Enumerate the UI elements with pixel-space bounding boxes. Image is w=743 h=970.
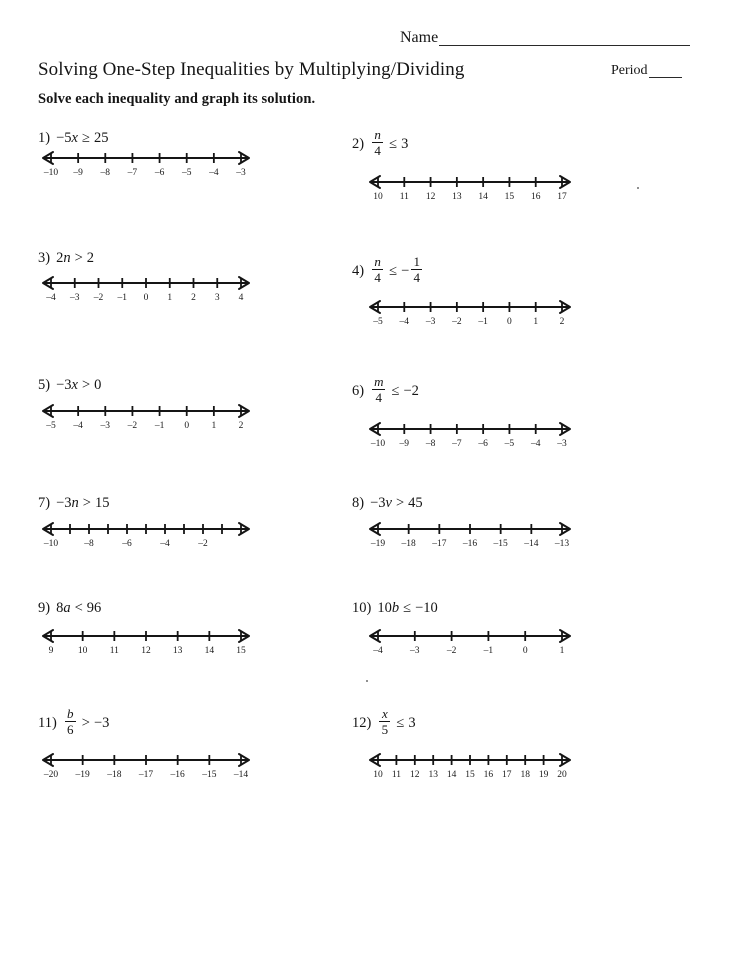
tick-label: –14: [233, 770, 249, 780]
problem-number: 6): [352, 382, 365, 399]
tick-label: –16: [462, 539, 478, 549]
problem-number: 11): [38, 714, 57, 731]
number: −3: [93, 714, 110, 731]
tick-label: –18: [401, 539, 416, 549]
number-line[interactable]: [40, 626, 252, 659]
number-line[interactable]: [40, 519, 252, 552]
tick-label: 13: [172, 646, 183, 656]
tick-label: 1: [533, 317, 539, 327]
fraction-numerator: n: [374, 127, 381, 142]
tick-label: 13: [428, 770, 438, 780]
tick-label: 1: [167, 293, 173, 303]
number-line-axis: [367, 419, 573, 439]
tick-label: –19: [370, 539, 386, 549]
fraction: [379, 707, 390, 736]
number: −3: [56, 377, 72, 393]
relation-operator: >: [81, 377, 91, 393]
tick-label: –8: [425, 439, 436, 449]
tick-label: 19: [538, 770, 549, 780]
tick-label: –2: [127, 421, 138, 431]
tick-label: –10: [370, 439, 386, 449]
tick-label: –14: [524, 539, 539, 549]
number-line[interactable]: [40, 401, 252, 434]
problem-number: 1): [38, 130, 51, 146]
problem-statement: [38, 599, 101, 617]
number-line-labels: [40, 421, 252, 434]
problem-item: [352, 494, 423, 512]
number-line-axis: [40, 626, 252, 646]
fraction: [372, 128, 383, 157]
number-line-axis: [40, 273, 252, 293]
tick-label: –6: [122, 539, 132, 549]
tick-label: 0: [507, 317, 512, 327]
number-line[interactable]: [40, 148, 252, 181]
variable: a: [63, 600, 71, 616]
number: 2: [86, 250, 95, 266]
tick-label: –6: [154, 168, 165, 178]
tick-label: –9: [73, 168, 83, 178]
fraction-numerator: 1: [413, 254, 420, 269]
inequality-expression: [377, 708, 415, 737]
problem-item: [38, 249, 94, 267]
problem-item: [38, 376, 101, 394]
inequality-expression: [377, 599, 437, 617]
number: 45: [408, 495, 423, 511]
tick-label: –20: [43, 770, 59, 780]
fraction-denominator: 4: [413, 270, 420, 285]
tick-label: –17: [432, 539, 447, 549]
problem-item: [352, 256, 424, 285]
tick-label: –10: [43, 168, 59, 178]
period-label: Period: [611, 63, 648, 78]
problem-number: 9): [38, 600, 51, 616]
relation-operator: >: [395, 495, 405, 511]
number-line[interactable]: [367, 419, 573, 452]
period-field-row: [611, 64, 682, 78]
inequality-expression: [56, 129, 108, 147]
tick-label: –5: [46, 421, 56, 431]
problem-statement: [352, 129, 408, 158]
problem-number: 10): [352, 600, 372, 616]
variable: n: [71, 495, 79, 511]
tick-label: –4: [373, 646, 383, 656]
tick-label: –5: [504, 439, 515, 449]
problem-number: 8): [352, 495, 365, 511]
problem-statement: [352, 708, 416, 737]
number: 25: [93, 130, 109, 146]
problem-item: [38, 494, 109, 512]
tick-label: –17: [138, 770, 154, 780]
tick-label: –7: [127, 168, 138, 178]
problem-number: 4): [352, 262, 365, 279]
scan-speck-right: [637, 187, 639, 189]
number: −: [401, 262, 410, 279]
problem-statement: [38, 708, 109, 737]
number: 96: [86, 600, 102, 616]
tick-label: –3: [425, 317, 436, 327]
tick-label: 4: [238, 293, 244, 303]
tick-label: 11: [109, 646, 119, 656]
tick-label: 0: [143, 293, 149, 303]
number-line-axis: [367, 519, 573, 539]
tick-label: 10: [373, 770, 383, 780]
inequality-expression: [56, 599, 101, 617]
fraction-numerator: b: [67, 706, 74, 721]
tick-label: 15: [236, 646, 246, 656]
inequality-expression: [56, 249, 94, 267]
tick-label: 9: [48, 646, 54, 656]
inequality-expression: [56, 376, 101, 394]
tick-label: 2: [238, 421, 244, 431]
tick-label: 16: [530, 192, 541, 202]
tick-label: 14: [446, 770, 457, 780]
tick-label: 1: [211, 421, 217, 431]
problem-number: 2): [352, 135, 365, 152]
tick-label: 11: [391, 770, 401, 780]
tick-label: –4: [46, 293, 56, 303]
variable: x: [71, 130, 78, 146]
tick-label: –10: [43, 539, 59, 549]
relation-operator: ≤: [389, 135, 398, 152]
problem-statement: [352, 256, 424, 285]
period-write-line[interactable]: [649, 65, 682, 78]
fraction: [411, 255, 422, 284]
tick-label: –3: [236, 168, 246, 178]
tick-label: –8: [100, 168, 111, 178]
number-line-axis: [367, 172, 573, 192]
variable: b: [391, 600, 400, 616]
inequality-expression: [63, 708, 110, 737]
tick-label: –2: [198, 539, 208, 549]
number-line-labels: [367, 770, 573, 783]
problem-number: 5): [38, 377, 51, 393]
tick-label: –4: [530, 439, 541, 449]
relation-operator: <: [74, 600, 83, 616]
tick-label: 2: [191, 293, 196, 303]
tick-label: 12: [141, 646, 151, 656]
tick-label: –1: [117, 293, 127, 303]
relation-operator: ≥: [81, 130, 90, 146]
tick-label: 17: [557, 192, 567, 202]
tick-label: –19: [75, 770, 90, 780]
relation-operator: >: [81, 714, 90, 731]
fraction: [372, 255, 383, 284]
inequality-expression: [56, 494, 109, 512]
tick-label: 14: [204, 646, 215, 656]
tick-label: 11: [399, 192, 409, 202]
tick-label: 15: [465, 770, 475, 780]
inequality-expression: [370, 129, 408, 158]
tick-label: –8: [84, 539, 94, 549]
number-line-axis: [367, 297, 573, 317]
tick-label: 0: [522, 646, 528, 656]
inequality-expression: [370, 376, 419, 405]
number-line-labels: [367, 192, 573, 205]
number-line[interactable]: [367, 750, 573, 783]
number-line[interactable]: [367, 172, 573, 205]
tick-label: 10: [77, 646, 88, 656]
number-line[interactable]: [367, 297, 573, 330]
tick-label: –1: [154, 421, 165, 431]
tick-label: 15: [504, 192, 515, 202]
tick-label: 12: [410, 770, 420, 780]
problem-statement: [352, 376, 419, 405]
tick-label: –4: [160, 539, 170, 549]
problem-statement: [352, 494, 423, 512]
number: −3: [56, 495, 72, 511]
tick-label: –9: [399, 439, 410, 449]
problem-item: [352, 376, 419, 405]
number-line-labels: [367, 439, 573, 452]
problem-number: 12): [352, 714, 372, 731]
problem-number: 3): [38, 250, 51, 266]
tick-label: 14: [478, 192, 488, 202]
tick-label: –3: [557, 439, 567, 449]
tick-label: –13: [554, 539, 570, 549]
tick-label: –16: [170, 770, 185, 780]
number-line-labels: [367, 539, 573, 552]
number-line[interactable]: [367, 519, 573, 552]
fraction-denominator: 6: [67, 722, 74, 737]
inequality-expression: [370, 256, 424, 285]
number: −2: [403, 382, 419, 399]
number-line-axis: [40, 750, 252, 770]
tick-label: –7: [452, 439, 462, 449]
fraction-denominator: 5: [381, 722, 389, 737]
instruction-text: Solve each inequality and graph its solution.: [38, 91, 316, 107]
scan-speck-center: [366, 680, 368, 682]
tick-label: –2: [452, 317, 462, 327]
problem-item: [38, 708, 109, 737]
problem-statement: [38, 376, 101, 394]
relation-operator: ≤: [391, 382, 400, 399]
tick-label: –1: [478, 317, 488, 327]
tick-label: –5: [181, 168, 192, 178]
relation-operator: >: [74, 250, 83, 266]
tick-label: 17: [502, 770, 512, 780]
number-line-axis: [367, 750, 573, 770]
tick-label: 13: [452, 192, 462, 202]
tick-label: –2: [93, 293, 104, 303]
fraction-numerator: m: [374, 374, 384, 389]
name-write-line[interactable]: [439, 32, 690, 46]
tick-label: –4: [399, 317, 410, 327]
number: 3: [408, 714, 416, 731]
tick-label: 1: [559, 646, 565, 656]
tick-label: 16: [483, 770, 494, 780]
tick-label: 0: [184, 421, 190, 431]
tick-label: –4: [209, 168, 219, 178]
inequality-expression: [370, 494, 423, 512]
relation-operator: >: [82, 495, 91, 511]
relation-operator: ≤: [396, 714, 405, 731]
tick-label: –15: [493, 539, 508, 549]
variable: v: [385, 495, 392, 511]
problem-item: [38, 599, 101, 617]
problem-statement: [38, 494, 109, 512]
problem-number: 7): [38, 495, 51, 511]
number-line[interactable]: [367, 626, 573, 659]
tick-label: –15: [202, 770, 217, 780]
variable: n: [63, 250, 71, 266]
fraction: [65, 707, 76, 736]
fraction: [372, 375, 385, 404]
number: 0: [94, 377, 102, 393]
number-line[interactable]: [40, 750, 252, 783]
relation-operator: ≤: [403, 600, 412, 616]
relation-operator: ≤: [389, 262, 398, 279]
number-line-axis: [367, 626, 573, 646]
number-line-labels: [40, 770, 252, 783]
number-line-axis: [40, 148, 252, 168]
name-field-row: [400, 30, 690, 46]
problem-item: [352, 708, 416, 737]
tick-label: –3: [100, 421, 111, 431]
number-line-labels: [40, 168, 252, 181]
page-title: Solving One-Step Inequalities by Multiplying/Dividing: [38, 59, 465, 80]
problem-item: [352, 599, 438, 617]
tick-label: –5: [373, 317, 383, 327]
tick-label: –6: [478, 439, 488, 449]
name-label: Name: [400, 29, 439, 46]
fraction-numerator: n: [374, 254, 381, 269]
number: −5: [56, 130, 72, 146]
tick-label: 18: [520, 770, 530, 780]
tick-label: –2: [446, 646, 457, 656]
tick-label: 2: [559, 317, 565, 327]
variable: x: [71, 377, 78, 393]
number-line-labels: [40, 646, 252, 659]
tick-label: 20: [557, 770, 567, 780]
problem-item: [352, 129, 408, 158]
tick-label: –1: [483, 646, 494, 656]
number: 10: [377, 600, 392, 616]
number-line-labels: [40, 539, 252, 552]
number-line-axis: [40, 519, 252, 539]
number: −10: [415, 600, 438, 616]
tick-label: –4: [73, 421, 83, 431]
tick-label: 12: [425, 192, 436, 202]
problem-statement: [38, 249, 94, 267]
number-line-axis: [40, 401, 252, 421]
tick-label: –18: [107, 770, 122, 780]
number: 15: [94, 495, 110, 511]
tick-label: –3: [410, 646, 420, 656]
problem-item: [38, 129, 108, 147]
fraction-numerator: x: [381, 706, 388, 721]
number-line-labels: [367, 646, 573, 659]
tick-label: –3: [70, 293, 80, 303]
fraction-denominator: 4: [375, 390, 383, 405]
number: 3: [401, 135, 409, 152]
number-line-labels: [40, 293, 252, 306]
problem-statement: [38, 129, 108, 147]
number: 8: [56, 600, 64, 616]
tick-label: 10: [373, 192, 383, 202]
number-line[interactable]: [40, 273, 252, 306]
fraction-denominator: 4: [374, 270, 381, 285]
number: 2: [56, 250, 64, 266]
number-line-labels: [367, 317, 573, 330]
tick-label: 3: [214, 293, 220, 303]
problem-statement: [352, 599, 438, 617]
number: −3: [370, 495, 386, 511]
fraction-denominator: 4: [374, 143, 381, 158]
